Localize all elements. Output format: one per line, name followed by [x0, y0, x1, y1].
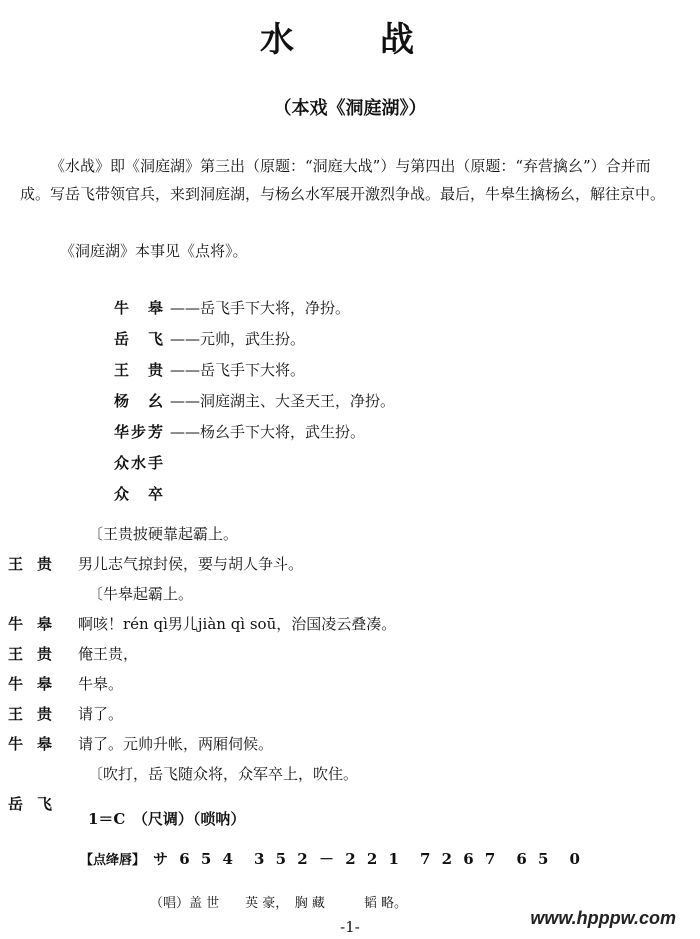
line-text: 啊咳！rén qì男儿jiàn qì soū，治国凌云叠凑。 [78, 614, 397, 633]
line-text: 请了。 [78, 704, 124, 723]
script-body [8, 518, 688, 818]
document-title: 水 战 [260, 20, 440, 60]
cast-name: 岳 飞 [114, 330, 166, 348]
dialogue-line [8, 728, 688, 758]
line-text: 男儿志气掠封侯，要与胡人争斗。 [78, 554, 304, 573]
speaker-name: 牛皋 [8, 674, 67, 693]
page-number: -1- [340, 918, 360, 936]
speaker-name: 王贵 [8, 644, 67, 663]
cast-desc: ——洞庭湖主、大圣天王，净扮。 [170, 392, 396, 410]
cast-name: 华步芳 [114, 423, 166, 441]
cast-name: 众水手 [114, 454, 166, 472]
lyrics-line: （唱）盖 世 英 豪， 胸 藏 韬 略。 [150, 896, 408, 911]
tune-label: 【点绛唇】 [80, 853, 146, 868]
document-subtitle: （本戏《洞庭湖》） [273, 98, 427, 119]
line-text: 〔吹打，岳飞随众将，众军卒上，吹住。 [88, 764, 359, 783]
dialogue-line [8, 638, 688, 668]
cast-name: 王 贵 [114, 361, 166, 379]
watermark: www.hpppw.com [530, 908, 676, 928]
speaker-name: 岳飞 [8, 794, 67, 813]
intro-paragraph [20, 152, 680, 208]
cast-row [114, 292, 594, 323]
speaker-name: 王贵 [8, 704, 67, 723]
cast-row [114, 323, 594, 354]
speaker-name: 牛皋 [8, 734, 67, 753]
cast-desc: ——杨幺手下大将，武生扮。 [170, 423, 366, 441]
source-note: 《洞庭湖》本事见《点将》。 [60, 242, 248, 260]
music-key: 1＝C （尺调）（唢呐） [88, 810, 246, 828]
cast-row [114, 478, 594, 509]
cast-desc: ——岳飞手下大将，净扮。 [170, 299, 351, 317]
dialogue-line [8, 608, 688, 638]
cast-row [114, 447, 594, 478]
cast-list [114, 292, 594, 509]
note-sequence: サ 6 5 4 3 5 2 － 2 2 1 7 2 6 7 6 5 0 [153, 850, 583, 868]
intro-text: 《水战》即《洞庭湖》第三出（原题：“洞庭大战”）与第四出（原题：“弃营擒幺”）合并而成。写岳飞带领官兵，来到洞庭湖，与杨幺水军展开激烈争战。最后，牛皋生擒杨幺，解往京中。 [20, 157, 666, 203]
line-text: 〔牛皋起霸上。 [88, 584, 194, 603]
cast-name: 众 卒 [114, 485, 166, 503]
stage-direction [8, 578, 688, 608]
speaker-name: 牛皋 [8, 614, 67, 633]
line-text: 〔王贵披硬靠起霸上。 [88, 524, 239, 543]
cast-row [114, 354, 594, 385]
music-notation [80, 848, 583, 869]
cast-row [114, 385, 594, 416]
cast-row [114, 416, 594, 447]
line-text: 俺王贵， [78, 644, 139, 663]
cast-name: 牛 皋 [114, 299, 166, 317]
stage-direction [8, 758, 688, 788]
dialogue-line [8, 698, 688, 728]
cast-desc: ——元帅，武生扮。 [170, 330, 306, 348]
cast-name: 杨 幺 [114, 392, 166, 410]
line-text: 请了。元帅升帐，两厢伺候。 [78, 734, 274, 753]
cast-desc: ——岳飞手下大将。 [170, 361, 306, 379]
dialogue-line [8, 548, 688, 578]
line-text: 牛皋。 [78, 674, 124, 693]
dialogue-line [8, 668, 688, 698]
speaker-name: 王贵 [8, 554, 67, 573]
stage-direction [8, 518, 688, 548]
